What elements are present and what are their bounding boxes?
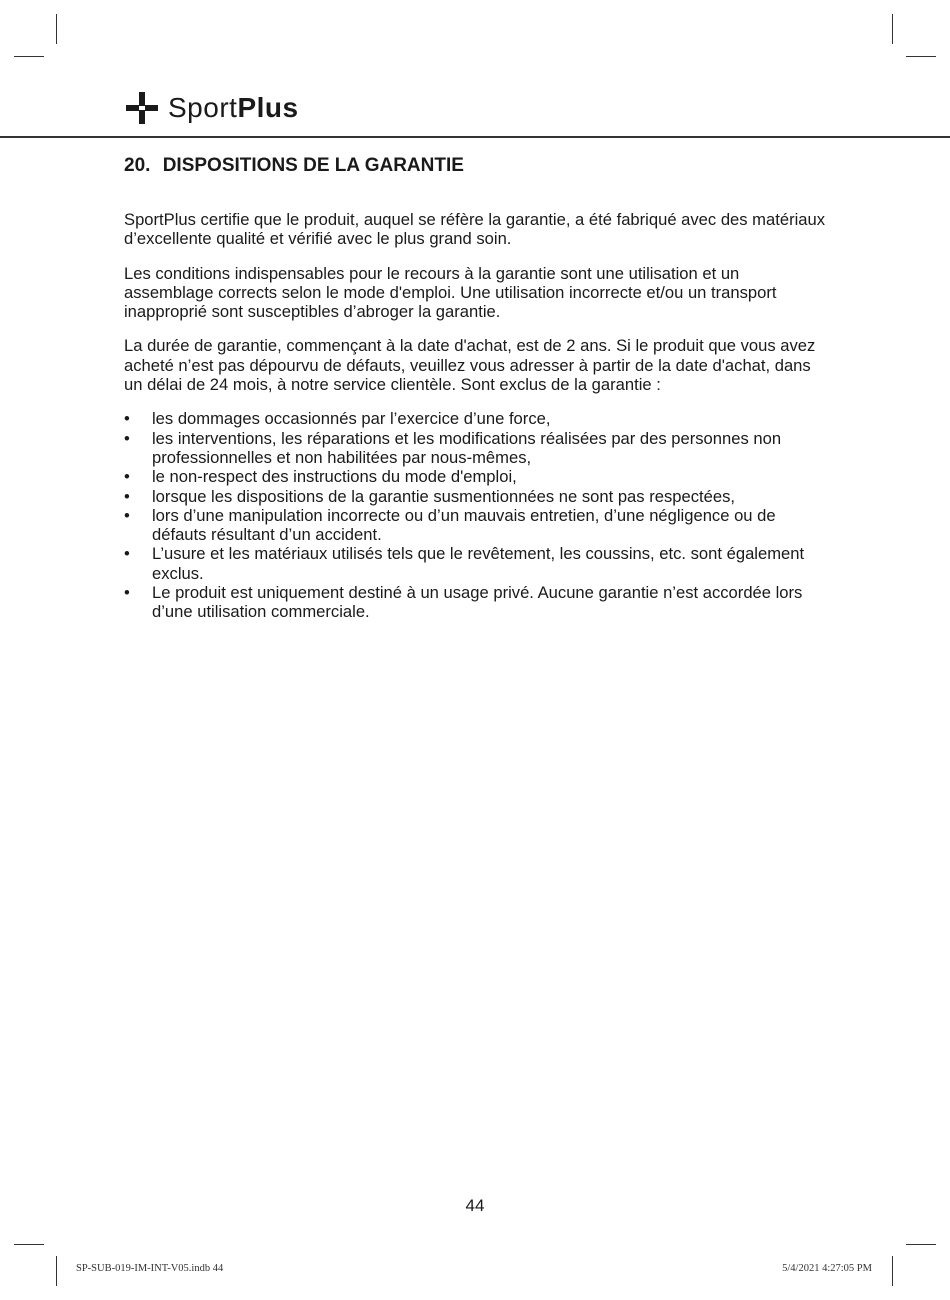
brand-wordmark-plus: Plus bbox=[237, 92, 299, 123]
list-item-text: lors d’une manipulation incorrecte ou d’un mauvais entretien, d’une négligence ou de défauts résultant d’un accident. bbox=[152, 505, 776, 545]
bullet-icon: • bbox=[124, 486, 130, 506]
list-item-text: Le produit est uniquement destiné à un usage privé. Aucune garantie n’est accordée lors d’une utilisation commerciale. bbox=[152, 583, 803, 622]
brand-wordmark bbox=[168, 94, 299, 122]
page-content bbox=[124, 154, 829, 622]
section-title: DISPOSITIONS DE LA GARANTIE bbox=[162, 155, 464, 176]
sportplus-cross-icon bbox=[124, 90, 160, 126]
paragraph-quality: SportPlus certifie que le produit, auquel se réfère la garantie, a été fabriqué avec des matériaux d’excellente qualité et vérifié avec le plus grand soin. bbox=[124, 210, 826, 249]
crop-mark-top-right-horizontal bbox=[906, 56, 936, 57]
list-item bbox=[124, 544, 829, 583]
list-item-text: le non-respect des instructions du mode d'emploi, bbox=[152, 467, 517, 487]
section-number: 20. bbox=[124, 155, 151, 176]
crop-mark-bottom-right-horizontal bbox=[906, 1244, 936, 1245]
list-item-text: les interventions, les réparations et les modifications réalisées par des personnes non professionnelles et non habilitées par nous-mêmes, bbox=[152, 428, 782, 467]
list-item bbox=[124, 429, 829, 468]
crop-mark-bottom-right-vertical bbox=[892, 1256, 893, 1286]
crop-mark-top-left-horizontal bbox=[14, 56, 44, 57]
list-item bbox=[124, 583, 829, 622]
list-item-text: les dommages occasionnés par l’exercice d’une force, bbox=[152, 409, 551, 429]
bullet-icon: • bbox=[124, 505, 130, 525]
crop-mark-top-right-vertical bbox=[892, 14, 893, 44]
list-item bbox=[124, 506, 829, 545]
bullet-icon: • bbox=[124, 467, 130, 487]
bullet-icon: • bbox=[124, 409, 130, 429]
brand-wordmark-sport: Sport bbox=[168, 92, 238, 123]
print-slug-timestamp: 5/4/2021 4:27:05 PM bbox=[782, 1263, 872, 1274]
paragraph-conditions: Les conditions indispensables pour le recours à la garantie sont une utilisation et un assemblage corrects selon le mode d'emploi. Une utilisation incorrecte et/ou un transport inapproprié sont susceptibles d’abroger la garantie. bbox=[124, 263, 777, 322]
crop-mark-top-left-vertical bbox=[56, 14, 57, 44]
crop-mark-bottom-left-horizontal bbox=[14, 1244, 44, 1245]
list-item-text: L’usure et les matériaux utilisés tels que le revêtement, les coussins, etc. sont également exclus. bbox=[152, 544, 805, 583]
bullet-icon: • bbox=[124, 544, 130, 564]
list-item-text: lorsque les dispositions de la garantie susmentionnées ne sont pas respectées, bbox=[152, 486, 735, 506]
list-item bbox=[124, 467, 829, 486]
brand-logo bbox=[124, 88, 299, 128]
list-item bbox=[124, 409, 829, 428]
crop-mark-bottom-left-vertical bbox=[56, 1256, 57, 1286]
list-item bbox=[124, 487, 829, 506]
print-slug-filename: SP-SUB-019-IM-INT-V05.indb 44 bbox=[76, 1263, 224, 1274]
paragraph-duration: La durée de garantie, commençant à la date d'achat, est de 2 ans. Si le produit que vous avez acheté n’est pas dépourvu de défauts, veuillez vous adresser à partir de la date d'achat, dans un délai de 24 mois, à notre service clientèle. Sont exclus de la garantie : bbox=[124, 336, 816, 395]
bullet-icon: • bbox=[124, 583, 130, 603]
section-heading bbox=[124, 154, 829, 178]
exclusions-list bbox=[124, 409, 829, 621]
page-number: 44 bbox=[465, 1196, 485, 1215]
bullet-icon: • bbox=[124, 428, 130, 448]
header-rule bbox=[0, 136, 950, 138]
